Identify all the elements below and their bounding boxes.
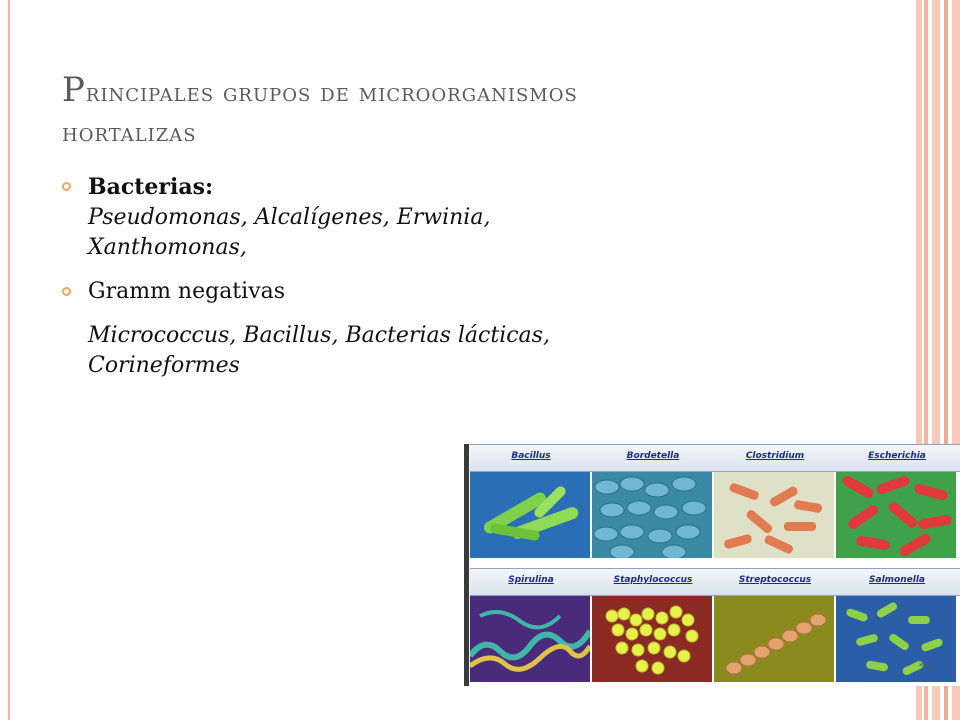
bordetella-photo	[592, 472, 712, 558]
title-line-2: hortalizas	[62, 118, 197, 147]
photo-label: Bacillus	[511, 451, 551, 461]
bullet-marker	[62, 287, 71, 296]
photo-label: Bordetella	[626, 451, 680, 461]
bullet-marker	[62, 182, 71, 191]
photo-label: Spirulina	[508, 575, 554, 585]
spirulina-photo	[470, 596, 590, 682]
bullet-line: Pseudomonas, Alcalígenes, Erwinia,	[88, 205, 491, 230]
photo-label: Staphylococcus	[613, 575, 693, 585]
photo-label: Escherichia	[868, 451, 926, 461]
staphylococcus-photo	[592, 596, 712, 682]
bullet-gramm	[62, 277, 762, 307]
clostridium-photo	[714, 472, 834, 558]
bullet-line: Xanthomonas,	[88, 235, 247, 260]
microorganism-photo-grid	[464, 444, 960, 686]
escherichia-photo	[836, 472, 956, 558]
salmonella-photo	[836, 596, 956, 682]
title-text: rincipales grupos de microorganismos	[85, 78, 578, 107]
slide-title	[62, 70, 882, 153]
photo-label: Streptococcus	[738, 575, 812, 585]
bullet-list	[62, 172, 762, 381]
left-decorative-rule	[8, 0, 10, 720]
bacillus-photo	[470, 472, 590, 558]
bullet-bacterias	[62, 172, 762, 263]
photo-label: Clostridium	[745, 451, 805, 461]
continuation-line: Micrococcus, Bacillus, Bacterias lácticas,	[88, 323, 550, 348]
photo-row-1	[464, 444, 960, 562]
continuation-text	[62, 321, 762, 381]
photo-label: Salmonella	[869, 575, 925, 585]
photo-row-labels	[470, 444, 960, 472]
continuation-line: Corineformes	[88, 353, 240, 378]
title-initial: P	[62, 70, 86, 110]
corner-mark: * ɑ	[918, 662, 932, 672]
bullet-text: Gramm negativas	[88, 279, 286, 304]
streptococcus-photo	[714, 596, 834, 682]
photo-row-labels	[470, 568, 960, 596]
bullet-heading: Bacterias:	[88, 174, 214, 200]
photo-row-2	[464, 568, 960, 686]
